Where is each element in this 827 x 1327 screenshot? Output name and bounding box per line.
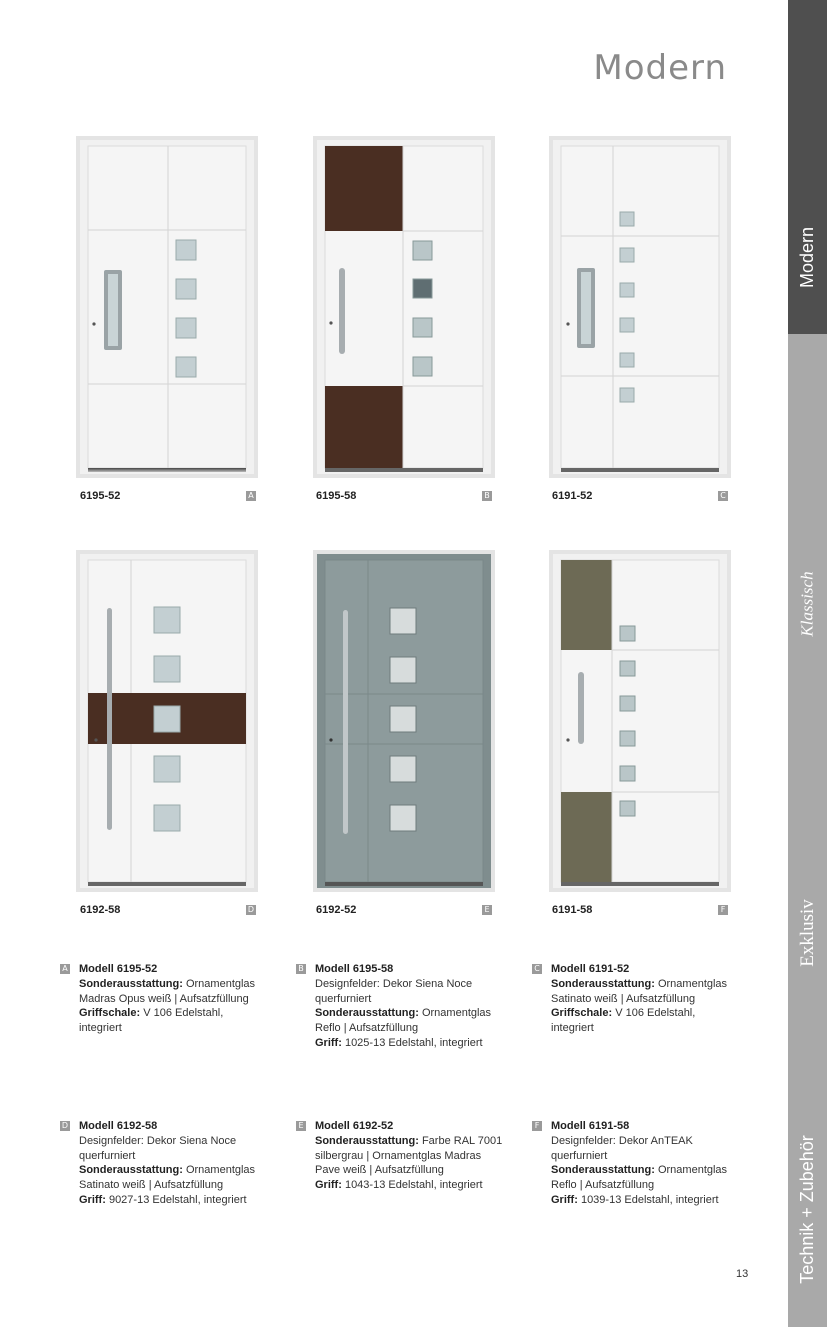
door-image-e xyxy=(313,550,495,892)
door-code: 6191-52 xyxy=(552,490,593,502)
desc-label: Sonderausstattung: xyxy=(551,977,655,990)
desc-label: Griff: xyxy=(551,1193,578,1206)
desc-text: 1043-13 Edelstahl, integriert xyxy=(341,1179,483,1192)
model-description-d xyxy=(61,1119,294,1208)
section-sidebar xyxy=(788,0,827,1327)
tab-label: Exklusiv xyxy=(796,899,818,967)
desc-text: Reflo | Aufsatzfüllung xyxy=(551,1179,655,1192)
door-code: 6192-52 xyxy=(316,904,357,916)
desc-label: Griff: xyxy=(315,1036,342,1049)
door-image-c xyxy=(549,136,731,478)
door-code: 6191-58 xyxy=(552,904,593,916)
desc-text: Designfelder: Dekor Siena Noce xyxy=(315,977,473,990)
desc-text: V 106 Edelstahl, xyxy=(140,1007,224,1020)
desc-text: Designfelder: Dekor Siena Noce xyxy=(79,1134,237,1147)
door-badge: C xyxy=(718,491,728,501)
door-badge: D xyxy=(247,905,255,914)
desc-text: querfurniert xyxy=(79,1149,136,1162)
model-description-c xyxy=(534,962,766,1036)
tab-klassisch[interactable] xyxy=(788,334,827,804)
model-description-b xyxy=(298,962,530,1051)
desc-text: Designfelder: Dekor AnTEAK xyxy=(551,1134,693,1147)
model-name: Modell 6191-52 xyxy=(551,963,630,975)
door-badge: E xyxy=(482,905,492,915)
door-image-d xyxy=(76,550,258,892)
desc-label: Sonderausstattung: xyxy=(551,1164,655,1177)
desc-text: Reflo | Aufsatzfüllung xyxy=(315,1022,419,1035)
desc-badge: A xyxy=(60,964,70,974)
desc-label: Griff: xyxy=(315,1179,342,1192)
desc-text: querfurniert xyxy=(551,1149,608,1162)
desc-text: V 106 Edelstahl, xyxy=(612,1007,696,1020)
desc-text: Ornamentglas xyxy=(418,1007,492,1020)
tab-label: Technik + Zubehör xyxy=(797,1135,817,1284)
desc-label: Griff: xyxy=(79,1193,106,1206)
desc-text: querfurniert xyxy=(315,992,372,1005)
desc-badge: C xyxy=(532,964,542,974)
desc-text: integriert xyxy=(551,1022,594,1035)
desc-text: 1025-13 Edelstahl, integriert xyxy=(341,1036,483,1049)
model-name: Modell 6192-58 xyxy=(79,1120,158,1132)
tab-technik-zubehoer[interactable] xyxy=(788,1054,827,1327)
door-badge: A xyxy=(246,491,256,501)
desc-text: Pave weiß | Aufsatzfüllung xyxy=(315,1164,444,1177)
desc-label: Sonderausstattung: xyxy=(79,977,183,990)
model-description-f xyxy=(534,1119,766,1208)
desc-text: Ornamentglas xyxy=(182,977,256,990)
desc-label: Griffschale: xyxy=(79,1007,141,1020)
desc-badge: E xyxy=(296,1121,306,1131)
desc-text: 9027-13 Edelstahl, integriert xyxy=(105,1193,247,1206)
desc-text: Madras Opus weiß | Aufsatzfüllung xyxy=(79,992,249,1005)
desc-label: Sonderausstattung: xyxy=(315,1134,419,1147)
door-code: 6195-58 xyxy=(316,490,357,502)
tab-label: Modern xyxy=(797,226,817,289)
tab-label: Klassisch xyxy=(797,571,817,637)
desc-label: Griffschale: xyxy=(551,1007,613,1020)
tab-exklusiv[interactable] xyxy=(788,804,827,1054)
desc-text: Satinato weiß | Aufsatzfüllung xyxy=(551,992,696,1005)
desc-text: Ornamentglas xyxy=(654,1164,728,1177)
door-code: 6195-52 xyxy=(80,490,121,502)
desc-text: silbergrau | Ornamentglas Madras xyxy=(315,1149,482,1162)
door-image-b xyxy=(313,136,495,478)
model-description-e xyxy=(298,1119,530,1193)
desc-badge: D xyxy=(61,1121,69,1130)
page-title: Modern xyxy=(593,48,727,88)
door-badge: F xyxy=(718,905,728,915)
desc-text: Ornamentglas xyxy=(654,977,728,990)
desc-text: 1039-13 Edelstahl, integriert xyxy=(577,1193,719,1206)
desc-badge: B xyxy=(296,964,306,974)
model-description-a xyxy=(62,962,294,1036)
model-name: Modell 6192-52 xyxy=(315,1120,394,1132)
door-badge: B xyxy=(482,491,492,501)
model-name: Modell 6195-58 xyxy=(315,963,394,975)
door-image-a xyxy=(76,136,258,478)
door-image-f xyxy=(549,550,731,892)
desc-label: Sonderausstattung: xyxy=(315,1007,419,1020)
page-number: 13 xyxy=(736,1268,749,1280)
desc-text: Ornamentglas xyxy=(182,1164,256,1177)
desc-text: Farbe RAL 7001 xyxy=(418,1134,503,1147)
desc-label: Sonderausstattung: xyxy=(79,1164,183,1177)
model-name: Modell 6191-58 xyxy=(551,1120,630,1132)
desc-text: integriert xyxy=(79,1022,122,1035)
desc-badge: F xyxy=(532,1121,542,1131)
desc-text: Satinato weiß | Aufsatzfüllung xyxy=(79,1179,224,1192)
tab-modern[interactable] xyxy=(788,0,827,334)
door-code: 6192-58 xyxy=(80,904,121,916)
model-name: Modell 6195-52 xyxy=(79,963,158,975)
